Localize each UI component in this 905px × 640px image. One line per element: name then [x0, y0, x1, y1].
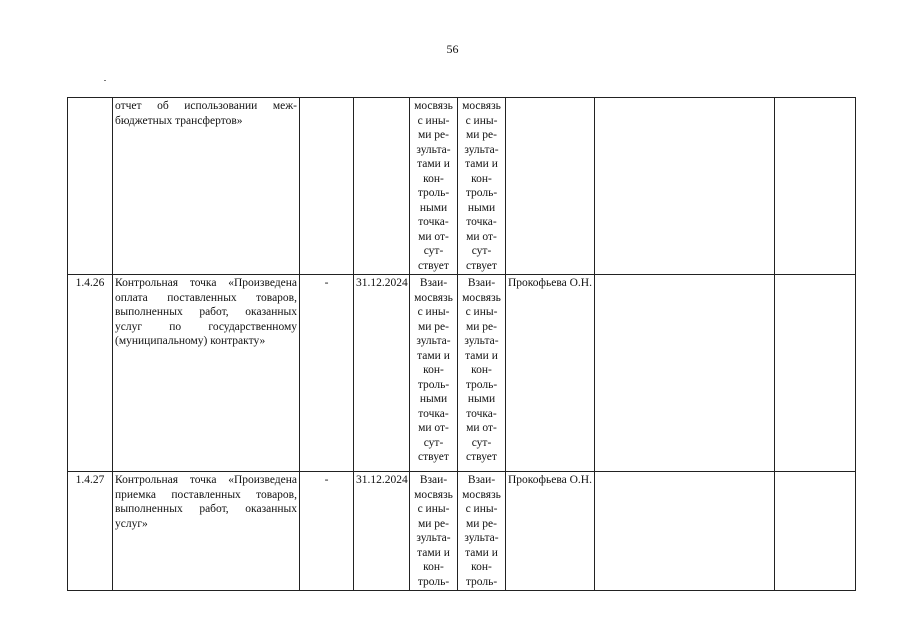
- status-line: зульта-: [464, 335, 499, 347]
- status-line: кон-: [471, 172, 492, 185]
- status-line: ми ре-: [418, 517, 449, 530]
- status-line: Взаи-: [419, 277, 448, 289]
- status-line: точка-: [466, 407, 497, 420]
- status-line: точка-: [418, 407, 449, 420]
- status-line: с ины-: [465, 503, 498, 515]
- row-number: 1.4.26: [68, 275, 113, 472]
- status-line: Взаи-: [467, 277, 496, 289]
- status-line: точка-: [418, 216, 449, 228]
- status-line: ми от-: [466, 230, 497, 243]
- row-col9: [775, 275, 856, 472]
- row-status-a: [410, 98, 458, 275]
- status-line: мосвязь: [414, 291, 453, 304]
- status-line: тами и: [465, 158, 498, 170]
- row-description: отчет об использовании меж-бюджетных трансфертов»: [113, 98, 300, 275]
- scan-speck: [104, 80, 106, 81]
- status-line: кон-: [423, 172, 444, 185]
- row-col8: [595, 275, 775, 472]
- status-line: мосвязь: [414, 488, 453, 501]
- status-line: троль-: [465, 187, 498, 199]
- status-line: ми ре-: [466, 129, 497, 141]
- status-line: кон-: [471, 364, 492, 376]
- row-status-b: [458, 98, 506, 275]
- row-dash: -: [300, 472, 354, 591]
- status-line: троль-: [417, 378, 450, 391]
- status-line: ми ре-: [418, 129, 449, 141]
- status-line: троль-: [417, 187, 450, 199]
- status-line: ными: [419, 201, 448, 214]
- table-row: [68, 98, 856, 275]
- row-status-b: [458, 472, 506, 591]
- status-line: тами и: [417, 349, 450, 362]
- row-date: 31.12.2024: [354, 275, 410, 472]
- table-row: [68, 275, 856, 472]
- status-line: ми от-: [418, 422, 449, 434]
- status-line: зульта-: [464, 143, 499, 156]
- row-date: 31.12.2024: [354, 472, 410, 591]
- status-line: мосвязь: [462, 100, 501, 112]
- status-line: точка-: [466, 216, 497, 228]
- status-line: зульта-: [416, 532, 451, 544]
- status-line: сут-: [471, 436, 492, 449]
- row-col9: [775, 98, 856, 275]
- status-line: кон-: [471, 561, 492, 573]
- status-line: ствует: [418, 451, 449, 463]
- status-line: ствует: [466, 451, 497, 463]
- row-status-a: [410, 472, 458, 591]
- row-number: [68, 98, 113, 275]
- status-line: ными: [467, 201, 496, 214]
- status-line: с ины-: [417, 503, 450, 515]
- status-line: троль-: [417, 575, 450, 588]
- status-line: ми ре-: [418, 320, 449, 333]
- status-line: кон-: [423, 364, 444, 376]
- status-line: с ины-: [417, 306, 450, 318]
- row-status-b: [458, 275, 506, 472]
- status-line: Взаи-: [467, 474, 496, 486]
- status-line: мосвязь: [462, 488, 501, 501]
- status-line: ми от-: [466, 422, 497, 434]
- row-col8: [595, 472, 775, 591]
- status-line: зульта-: [464, 532, 499, 544]
- status-line: Взаи-: [419, 474, 448, 486]
- row-dash: [300, 98, 354, 275]
- status-line: с ины-: [465, 306, 498, 318]
- status-line: ствует: [418, 259, 449, 272]
- table-row: [68, 472, 856, 591]
- row-status-a: [410, 275, 458, 472]
- status-line: ствует: [466, 259, 497, 272]
- row-number: 1.4.27: [68, 472, 113, 591]
- status-line: зульта-: [416, 143, 451, 156]
- status-line: ными: [419, 393, 448, 405]
- status-line: ми от-: [418, 230, 449, 243]
- status-line: зульта-: [416, 335, 451, 347]
- row-description: Контрольная точка «Произведена приемка поставленных товаров, выполненных работ, оказанных услуг»: [113, 472, 300, 591]
- row-responsible: [506, 98, 595, 275]
- status-line: сут-: [423, 436, 444, 449]
- status-line: тами и: [417, 158, 450, 170]
- row-date: [354, 98, 410, 275]
- page-number: 56: [446, 42, 459, 56]
- status-line: ными: [467, 393, 496, 405]
- status-line: кон-: [423, 561, 444, 573]
- row-responsible: Прокофьева О.Н.: [506, 275, 595, 472]
- row-description: Контрольная точка «Произведена оплата поставленных товаров, выполненных работ, оказанных услуг по государственному (муниципальному) контракту»: [113, 275, 300, 472]
- status-line: ми ре-: [466, 320, 497, 333]
- status-line: тами и: [417, 546, 450, 559]
- status-line: с ины-: [465, 114, 498, 127]
- status-line: тами и: [465, 349, 498, 362]
- status-line: мосвязь: [462, 291, 501, 304]
- row-col8: [595, 98, 775, 275]
- status-line: троль-: [465, 575, 498, 588]
- row-dash: -: [300, 275, 354, 472]
- row-responsible: Прокофьева О.Н.: [506, 472, 595, 591]
- status-line: ми ре-: [466, 517, 497, 530]
- status-line: тами и: [465, 546, 498, 559]
- status-line: сут-: [471, 245, 492, 257]
- plan-table: [67, 97, 856, 591]
- status-line: троль-: [465, 378, 498, 391]
- status-line: мосвязь: [414, 100, 453, 112]
- status-line: с ины-: [417, 114, 450, 127]
- row-col9: [775, 472, 856, 591]
- status-line: сут-: [423, 245, 444, 257]
